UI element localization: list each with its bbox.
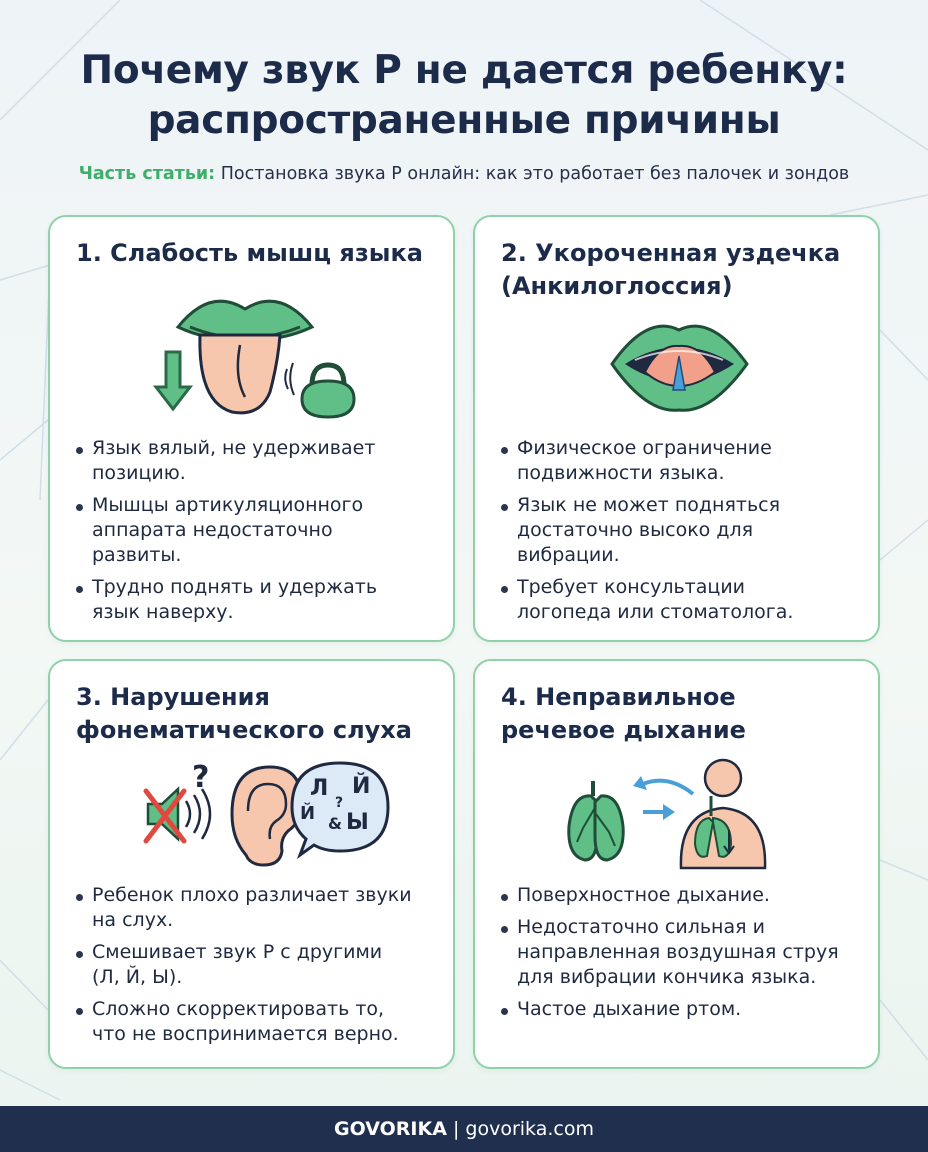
svg-text:Ы: Ы — [346, 810, 369, 835]
title-line-1: Почему звук Р не дается ребенку: — [80, 48, 848, 93]
footer-separator: | — [446, 1118, 466, 1140]
bullet-item: Частое дыхание ртом. — [499, 997, 866, 1022]
bullet-item: Смешивает звук Р с другими (Л, Й, Ы). — [74, 940, 441, 990]
bullet-list — [499, 883, 866, 1029]
svg-text:Й: Й — [300, 803, 316, 824]
article-label: Часть статьи: — [78, 164, 216, 184]
bullet-item: Физическое ограничение подвижности языка. — [499, 436, 866, 486]
mouth-frenulum-icon — [607, 312, 752, 422]
tongue-weight-icon — [150, 287, 360, 432]
website-link[interactable]: govorika.com — [465, 1118, 594, 1140]
cause-card-4 — [473, 659, 880, 1069]
svg-text:&: & — [328, 814, 342, 833]
bullet-item: Язык вялый, не удерживает позицию. — [74, 436, 441, 486]
article-reference — [0, 164, 928, 184]
title-line-2: распространенные причины — [147, 98, 781, 143]
lungs-breathing-icon — [563, 756, 783, 871]
bullet-item: Язык не может подняться достаточно высоко для вибрации. — [499, 493, 866, 568]
bullet-item: Недостаточно сильная и направленная воздушная струя для вибрации кончика языка. — [499, 915, 866, 990]
footer — [0, 1106, 928, 1152]
question-mark: ? — [192, 760, 210, 795]
cause-card-1 — [48, 215, 455, 642]
bullet-list — [499, 436, 866, 632]
page-title — [0, 46, 928, 146]
brand-name: GOVORIKA — [334, 1118, 447, 1140]
cause-card-3 — [48, 659, 455, 1069]
ear-sounds-icon — [140, 759, 390, 869]
bullet-item: Мышцы артикуляционного аппарата недостаточно развиты. — [74, 493, 441, 568]
bullet-item: Поверхностное дыхание. — [499, 883, 866, 908]
article-title: Постановка звука Р онлайн: как это работает без палочек и зондов — [220, 164, 850, 184]
card-title: 2. Укороченная уздечка (Анкилоглоссия) — [501, 239, 841, 300]
svg-text:Л: Л — [310, 776, 329, 801]
card-title: 4. Неправильное речевое дыхание — [501, 683, 746, 744]
svg-text:Й: Й — [352, 774, 371, 799]
bullet-item: Ребенок плохо различает звуки на слух. — [74, 883, 441, 933]
bullet-item: Сложно скорректировать то, что не воспринимается верно. — [74, 997, 441, 1047]
card-title: 3. Нарушения фонематического слуха — [76, 683, 412, 744]
card-title: 1. Слабость мышц языка — [76, 239, 423, 267]
bullet-list — [74, 436, 441, 632]
bullet-item: Требует консультации логопеда или стоматолога. — [499, 575, 866, 625]
bullet-item: Трудно поднять и удержать язык наверху. — [74, 575, 441, 625]
bullet-list — [74, 883, 441, 1054]
cause-card-2 — [473, 215, 880, 642]
svg-text:?: ? — [335, 795, 344, 811]
